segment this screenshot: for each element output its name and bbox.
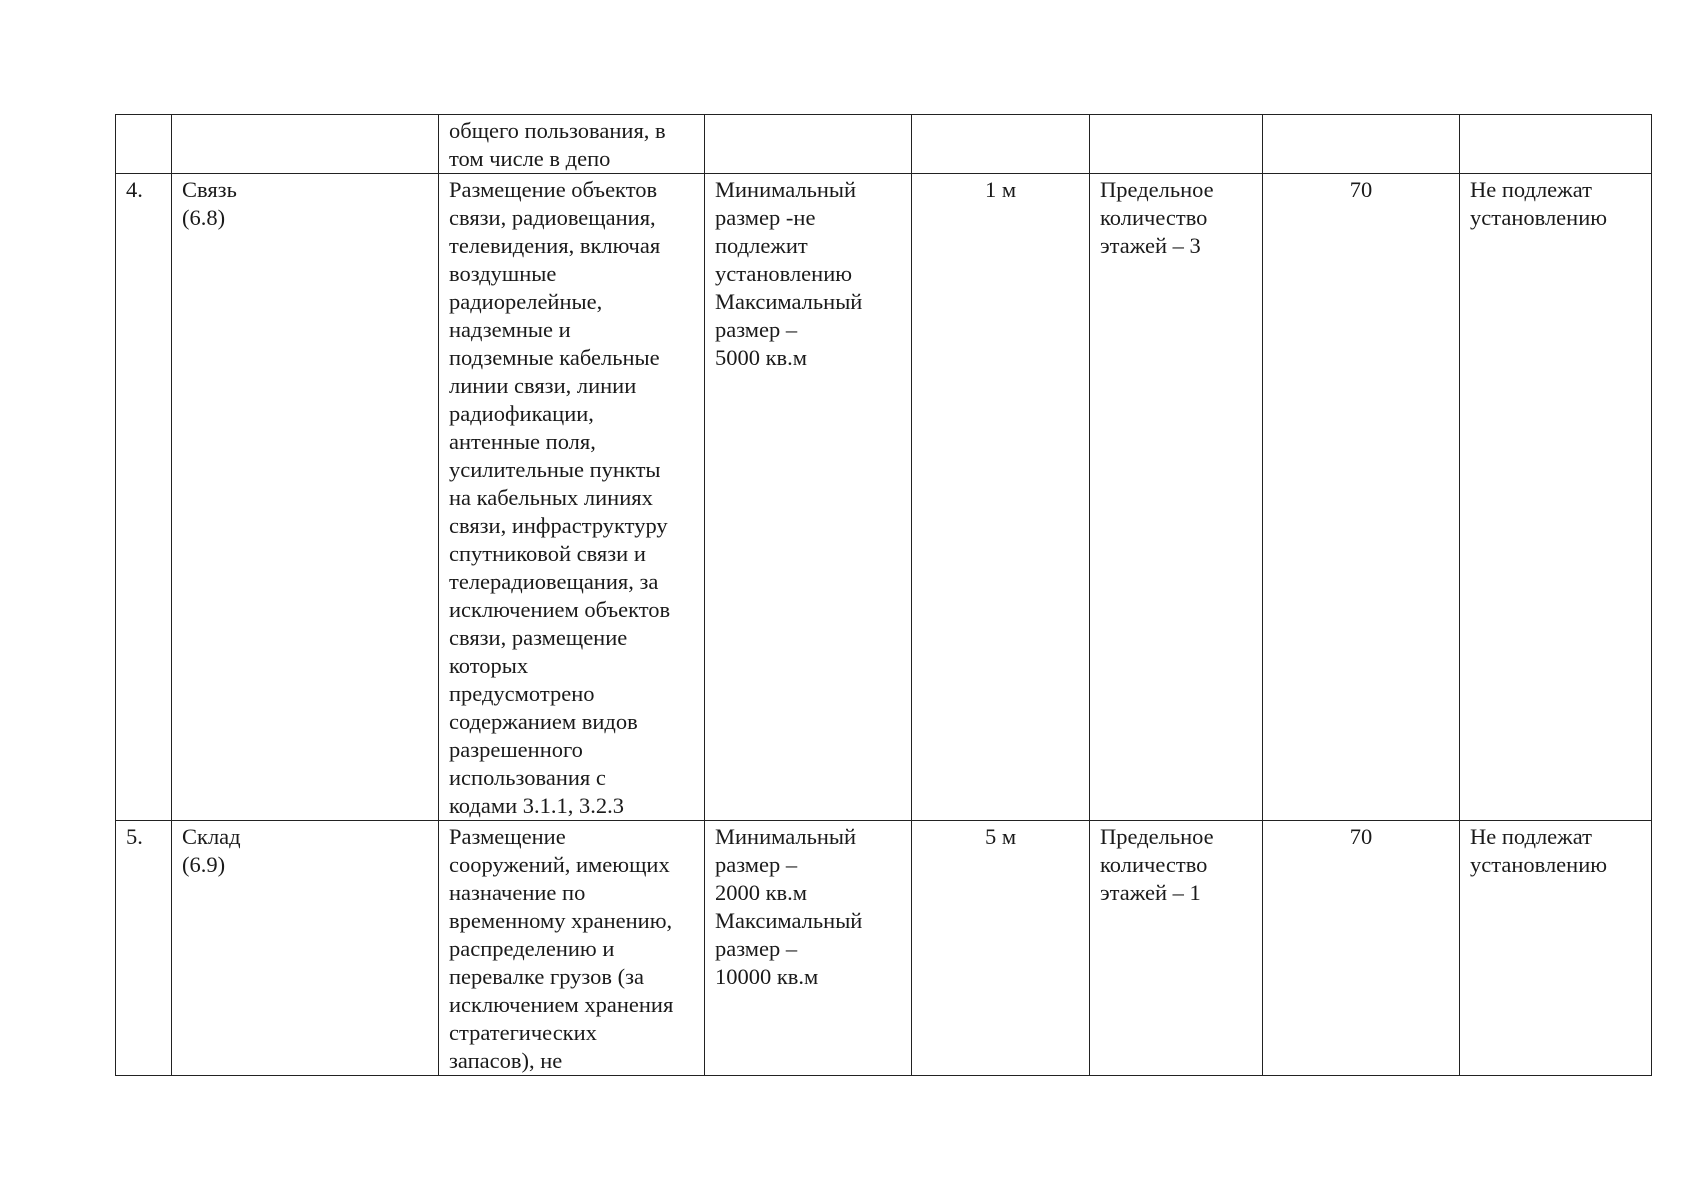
plot-size-cell: Минимальный размер – 2000 кв.м Максимальный размер – 10000 кв.м xyxy=(705,821,912,1076)
setback-cell: 1 м xyxy=(912,174,1090,821)
row-number-cell xyxy=(116,115,172,174)
table-row-warehouse xyxy=(116,821,1652,1076)
floors-cell: Предельное количество этажей – 3 xyxy=(1090,174,1263,821)
usage-description-cell: Размещение объектов связи, радиовещания, телевидения, включая воздушные радиорелейные, надземные и подземные кабельные линии связи, линии радиофикации, антенные поля, усилительные пункты на кабельных линиях связи, инфраструктуру спутниковой связи и телерадиовещания, за исключением объектов связи, размещение которых предусмотрено содержанием видов разрешенного использования с кодами 3.1.1, 3.2.3 xyxy=(439,174,705,821)
table-row-continued xyxy=(116,115,1652,174)
usage-type-cell: Склад (6.9) xyxy=(172,821,439,1076)
floors-cell: Предельное количество этажей – 1 xyxy=(1090,821,1263,1076)
row-number-cell: 5. xyxy=(116,821,172,1076)
setback-cell: 5 м xyxy=(912,821,1090,1076)
floors-cell xyxy=(1090,115,1263,174)
usage-description-cell: общего пользования, в том числе в депо xyxy=(439,115,705,174)
other-limits-cell: Не подлежат установлению xyxy=(1460,174,1652,821)
plot-size-cell xyxy=(705,115,912,174)
usage-type-cell: Связь (6.8) xyxy=(172,174,439,821)
coverage-cell: 70 xyxy=(1263,174,1460,821)
other-limits-cell xyxy=(1460,115,1652,174)
usage-description-cell: Размещение сооружений, имеющих назначение по временному хранению, распределению и перевалке грузов (за исключением хранения стратегических запасов), не xyxy=(439,821,705,1076)
coverage-cell xyxy=(1263,115,1460,174)
table-row-communications xyxy=(116,174,1652,821)
plot-size-cell: Минимальный размер -не подлежит установлению Максимальный размер – 5000 кв.м xyxy=(705,174,912,821)
row-number-cell: 4. xyxy=(116,174,172,821)
setback-cell xyxy=(912,115,1090,174)
land-use-regulations-table xyxy=(115,114,1652,1076)
usage-type-cell xyxy=(172,115,439,174)
other-limits-cell: Не подлежат установлению xyxy=(1460,821,1652,1076)
coverage-cell: 70 xyxy=(1263,821,1460,1076)
